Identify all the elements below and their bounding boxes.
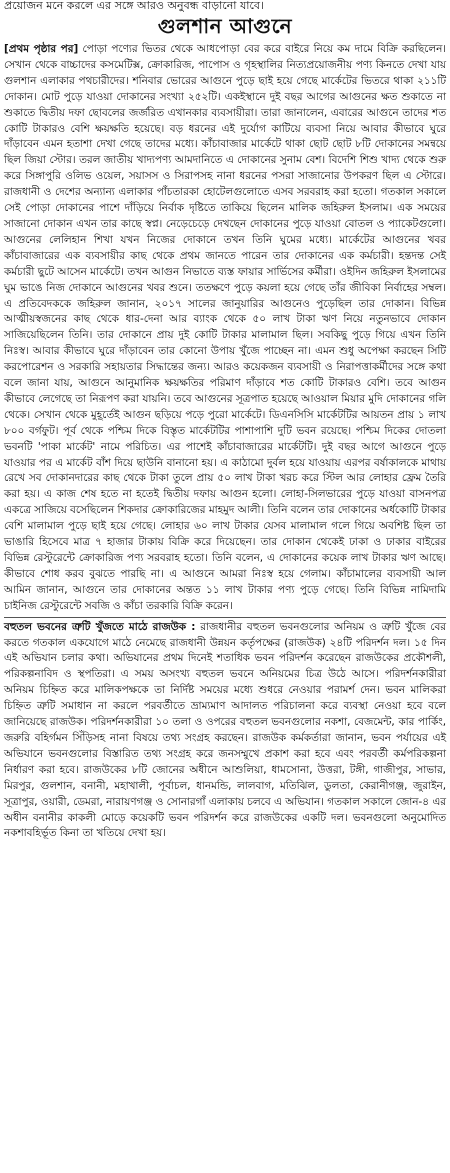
- article-body: [0, 620, 450, 843]
- article-headline: গুলশান আগুনে: [157, 14, 293, 38]
- article-text: পোড়া পণ্যের ভিতর থেকে আধপোড়া বের করে বাইরে নিয়ে কম দামে বিক্রি করছিলেন। সেখান থেকে বাচ্চাদের কসমেটিক্স, ক্রোকারিজ, পাপোস ও গৃহস্থালির নিত্যপ্রয়োজনীয় পণ্য কিনতে দেখা যায় গুলশান এলাকার পথচারীদের। শনিবার ভোরের আগুনে পুড়ে ছাই হয়ে গেছে মার্কেটের ভিতরে থাকা ২১১টি দোকান। মোট পুড়ে যাওয়া দোকানের সংখ্যা ২৫২টি। একইস্থানে দুই বছর আগের আগুনের ক্ষত শুকাতে না শুকাতে দ্বিতীয় দফা ছোবলের জর্জরিত এখানকার ব্যবসায়ীরা। তারা জানালেন, এবারের আগুনে তাদের শত কোটি টাকারও বেশি ক্ষয়ক্ষতি হয়েছে। বড় ধরনের এই দুর্যোগ কাটিয়ে ব্যবসা নিয়ে আবার কীভাবে ঘুরে দাঁড়াবেন এমন হতাশা দেখা গেছে তাদের মধ্যে। কাঁচাবাজার মার্কেটে থাকা ছোট ছোট ৮টি দোকানের সমন্বয়ে ছিল জিয়া স্টোর। তরল জাতীয় খাদ্যপণ্য আমদানিতে এ দোকানের সুনাম বেশ। বিদেশি শিশু খাদ্য থেকে শুরু করে সিঙ্গাপুরি ওলিভ ওয়েল, সয়াসস ও সিরাপসহ নানা ধরনের পসরা সাজানোর উপকরণ ছিল এ স্টোরে। রাজধানী ও দেশের অন্যান্য এলাকার পাঁচতারকা হোটেলগুলোতে এসব সরবরাহ করা হতো। গতকাল সকালে সেই পোড়া দোকানের পাশে দাঁড়িয়ে নির্বাক দৃষ্টিতে তাকিয়ে ছিলেন মালিক জহিরুল ইসলাম। এক সময়ের সাজানো দোকান এখন তার কাছে স্বপ্ন। নেড়েচেড়ে দেখছেন দোকানের পুড়ে যাওয়া বোতল ও প্যাকেটগুলো। আগুনের লেলিহান শিখা যখন নিজের দোকানে তখন তিনি ঘুমের মধ্যে। মার্কেটের আগুনের খবর কাঁচাবাজারের এক ব্যবসায়ীর কাছ থেকে প্রথম জানতে পারেন তার দোকানের এক কর্মচারী। হন্তদন্ত সেই কর্মচারী ছুটে আসেন মার্কেটে। তখন আগুন নিভাতে ব্যস্ত ফায়ার সার্ভিসের কর্মীরা। ওইদিন জহিরুল ইসলামের ঘুম ভাঙে নিজ দোকানে আগুনের খবর শুনে। ততক্ষণে পুড়ে কয়লা হয়ে গেছে তাঁর জীবিকা নির্বাহের সম্বল। এ প্রতিবেদককে জহিরুল জানান, ২০১৭ সালের জানুয়ারির আগুনেও পুড়েছিল তার দোকান। বিভিন্ন আত্মীয়স্বজনের কাছ থেকে ধার-দেনা আর ব্যাংক থেকে ৫০ লাখ টাকা ঋণ নিয়ে নতুনভাবে দোকান সাজিয়েছিলেন তিনি। তার দোকানে প্রায় দুই কোটি টাকার মালামাল ছিল। সবকিছু পুড়ে গিয়ে এখন তিনি নিঃস্ব। আবার কীভাবে ঘুরে দাঁড়াবেন তার কোনো উপায় খুঁজে পাচ্ছেন না। এমন শুধু অপেক্ষা করছেন সিটি করপোরেশন ও সরকারি সহায়তার সিদ্ধান্তের জন্য। আরও কয়েকজন ব্যবসায়ী ও নিরাপত্তাকর্মীদের সঙ্গে কথা বলে জানা যায়, আগুনে আনুমানিক ক্ষয়ক্ষতির পরিমাণ দাঁড়াবে শত কোটি টাকারও বেশি। তবে আগুন কীভাবে লেগেছে তা নিরূপণ করা যায়নি। তবে আগুনের সূত্রপাত হয়েছে আওয়াল মিয়ার মুদি দোকানের গলি থেকে। সেখান থেকে মুহূর্তেই আগুন ছড়িয়ে পড়ে পুরো মার্কেটে। ডিএনসিসি মার্কেটটির আয়তন প্রায় ১ লাখ ৮০০ বর্গফুট। পূর্ব থেকে পশ্চিম দিকে বিস্তৃত মার্কেটটির পাশাপাশি দুটি ভবন রয়েছে। পশ্চিম দিকের দোতলা ভবনটি 'পাকা মার্কেট' নামে পরিচিত। এর পাশেই কাঁচাবাজারের মার্কেটটি। দুই বছর আগে আগুনে পুড়ে যাওয়ার পর এ মার্কেট বাঁশ দিয়ে ছাউনি বানানো হয়। এ কাঠামো দুর্বল হয়ে যাওয়ায় এরপর বর্ষাকালকে মাথায় রেখে সব দোকানদারের কাছ থেকে টাকা তুলে প্রায় ৫০ লাখ টাকা খরচ করে স্টিল আর লোহার ফ্রেম তৈরি করা হয়। এ কাজ শেষ হতে না হতেই দ্বিতীয় দফায় আগুন হলো। লোহা-সিলভারের পুড়ে যাওয়া বাসনপত্র একত্রে সাজিয়ে বসেছিলেন শিকদার ক্রোকারিজের মাহমুদ আলী। তিনি বলেন তার দোকানের অর্ধকোটি টাকার বেশি মালামাল পুড়ে ছাই হয়ে গেছে। লোহার ৬০ লাখ টাকার যেসব মালামাল গলে গিয়ে অবশিষ্ট ছিল তা ভাঙারি হিসেবে মাত্র ৭ হাজার টাকায় বিক্রি করে দিয়েছেন। তার দোকান থেকেই ঢাকা ও ঢাকার বাইরের বিভিন্ন রেস্টুরেন্টে ক্রোকারিজ পণ্য সরবরাহ হতো। তিনি বলেন, এ দোকানের কয়েক লাখ টাকার ঋণ আছে। কীভাবে শোধ করব বুঝতে পারছি না। এ আগুনে আমরা নিঃস্ব হয়ে গেলাম। কাঁচামালের ব্যবসায়ী আল আমিন জানান, আগুনে তার দোকানের অন্তত ১১ লাখ টাকার পণ্য পুড়ে গেছে। তিনি বিভিন্ন নামিদামি চাইনিজ রেস্টুরেন্টে সবজি ও কাঁচা তরকারি বিক্রি করেন।: [4, 43, 446, 612]
- section-divider: [4, 617, 446, 618]
- article-paragraph: [4, 620, 446, 843]
- article-subheadline: বহুতল ভবনের ত্রুটি খুঁজতে মাঠে রাজউক :: [4, 620, 196, 633]
- article-rajuk-inspection: [0, 620, 450, 843]
- continuation-marker: [প্রথম পৃষ্ঠার পর]: [4, 43, 79, 55]
- article-paragraph: [4, 42, 446, 615]
- article-text: রাজধানীর বহুতল ভবনগুলোর অনিয়ম ও ত্রুটি খুঁজে বের করতে গতকাল একযোগে মাঠে নেমেছে রাজধানী উন্নয়ন কর্তৃপক্ষের (রাজউক) ২৪টি পরিদর্শন দল। ১৫ দিন এই অভিযান চলার কথা। অভিযানের প্রথম দিনেই শতাধিক ভবন পরিদর্শন করেছেন রাজউকের প্রকৌশলী, পরিকল্পনাবিদ ও স্থপতিরা। এ সময় অসংখ্য বহুতল ভবনে অনিয়মের চিত্র উঠে আসে। পরিদর্শনকারীরা অনিয়ম চিহ্নিত করে মালিকপক্ষকে তা নির্দিষ্ট সময়ের মধ্যে শুধরে নেওয়ার পরামর্শ দেন। ভবন মালিকরা চিহ্নিত ত্রুটি সমাধান না করলে পরবর্তীতে ভ্রাম্যমাণ আদালত পরিচালনা করে ব্যবস্থা নেওয়া হবে বলে জানিয়েছে রাজউক। পরিদর্শনকারীরা ১০ তলা ও ওপরের বহুতল ভবনগুলোর নকশা, বেজমেন্ট, কার পার্কিং, জরুরি বহির্গমন সিঁড়িসহ নানা বিষয়ে তথ্য সংগ্রহ করছেন। রাজউক কর্মকর্তারা জানান, ভবন পর্যায়ের এই অভিযানে ভবনগুলোর বিস্তারিত তথ্য সংগ্রহ করে জনসম্মুখে প্রকাশ করা হবে এবং পরবর্তী কর্মপরিকল্পনা নির্ধারণ করা হবে। রাজউকের ৮টি জোনের অধীনে আশুলিয়া, ধামসোনা, উত্তরা, টঙ্গী, গাজীপুর, সাভার, মিরপুর, গুলশান, বনানী, মহাখালী, পূর্বাচল, ধানমন্ডি, লালবাগ, মতিঝিল, ডুলতা, কেরানীগঞ্জ, জুরাইন, সূত্রাপুর, ওয়ারী, ডেমরা, নারায়ণগঞ্জ ও সোনারগাঁ এলাকায় চলবে এ অভিযান। গতকাল সকালে জোন-৪ এর অধীন বনানীর কাকলী মোড়ে কয়েকটি ভবন পরিদর্শন করে রাজউকের একটি দল। ভবনগুলো অনুমোদিত নকশাবহির্ভূত কিনা তা খতিয়ে দেখা হয়।: [4, 620, 446, 840]
- article-gulshan-fire: [0, 14, 450, 615]
- previous-article-tail: প্রয়োজন মনে করলে এর সঙ্গে আরও অনুবন্ধ বাড়ানো যাবে।: [4, 0, 264, 12]
- article-body: [0, 42, 450, 615]
